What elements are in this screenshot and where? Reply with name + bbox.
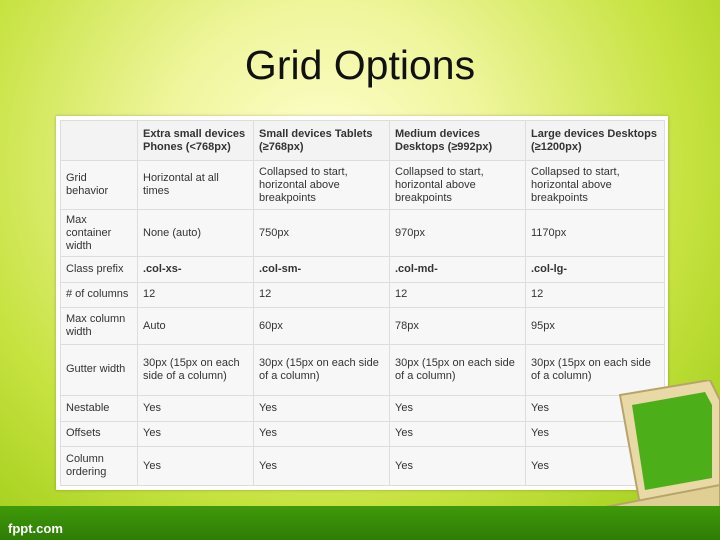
table-cell: 30px (15px on each side of a column) <box>254 344 390 395</box>
table-cell: 12 <box>254 282 390 308</box>
table-row <box>61 308 665 345</box>
table-row <box>61 344 665 395</box>
table-row <box>61 421 665 447</box>
table-cell: Collapsed to start, horizontal above breakpoints <box>390 161 526 210</box>
table-cell: Yes <box>138 421 254 447</box>
row-label: Grid behavior <box>61 161 138 210</box>
table-cell: 30px (15px on each side of a column) <box>390 344 526 395</box>
table-cell: .col-sm- <box>254 257 390 283</box>
table-cell: Yes <box>254 421 390 447</box>
table-cell: 30px (15px on each side of a column) <box>138 344 254 395</box>
table-cell: None (auto) <box>138 210 254 257</box>
table-cell: Yes <box>526 396 665 422</box>
table-cell: 12 <box>390 282 526 308</box>
table-cell: 30px (15px on each side of a column) <box>526 344 665 395</box>
table-cell: Collapsed to start, horizontal above breakpoints <box>254 161 390 210</box>
table-row <box>61 210 665 257</box>
footer-band <box>0 506 720 540</box>
row-label: Max container width <box>61 210 138 257</box>
footer-brand: fppt.com <box>8 521 63 536</box>
table-cell: .col-lg- <box>526 257 665 283</box>
row-label: Gutter width <box>61 344 138 395</box>
table-cell: Auto <box>138 308 254 345</box>
table-row <box>61 161 665 210</box>
table-cell: Yes <box>390 447 526 486</box>
table-cell: Yes <box>526 447 665 486</box>
table-cell: .col-xs- <box>138 257 254 283</box>
table-cell: Yes <box>138 447 254 486</box>
grid-options-table-panel <box>56 116 668 490</box>
table-header-row <box>61 121 665 161</box>
table-cell: 95px <box>526 308 665 345</box>
table-cell: Yes <box>254 447 390 486</box>
table-cell: 970px <box>390 210 526 257</box>
header-cell-empty <box>61 121 138 161</box>
table-cell: .col-md- <box>390 257 526 283</box>
table-cell: 750px <box>254 210 390 257</box>
row-label: Column ordering <box>61 447 138 486</box>
table-cell: 1170px <box>526 210 665 257</box>
table-cell: Yes <box>254 396 390 422</box>
table-cell: 12 <box>138 282 254 308</box>
row-label: Max column width <box>61 308 138 345</box>
table-cell: Yes <box>138 396 254 422</box>
slide-title: Grid Options <box>244 42 476 88</box>
table-cell: 78px <box>390 308 526 345</box>
header-cell-xs: Extra small devices Phones (<768px) <box>138 121 254 161</box>
header-cell-sm: Small devices Tablets (≥768px) <box>254 121 390 161</box>
table-cell: 12 <box>526 282 665 308</box>
table-cell: Yes <box>526 421 665 447</box>
table-row <box>61 447 665 486</box>
header-cell-lg: Large devices Desktops (≥1200px) <box>526 121 665 161</box>
table-row <box>61 257 665 283</box>
row-label: Offsets <box>61 421 138 447</box>
table-cell: Horizontal at all times <box>138 161 254 210</box>
table-row <box>61 282 665 308</box>
row-label: Class prefix <box>61 257 138 283</box>
table-cell: Collapsed to start, horizontal above breakpoints <box>526 161 665 210</box>
table-cell: 60px <box>254 308 390 345</box>
table-cell: Yes <box>390 396 526 422</box>
grid-options-table <box>60 120 665 486</box>
row-label: Nestable <box>61 396 138 422</box>
table-row <box>61 396 665 422</box>
table-cell: Yes <box>390 421 526 447</box>
header-cell-md: Medium devices Desktops (≥992px) <box>390 121 526 161</box>
row-label: # of columns <box>61 282 138 308</box>
